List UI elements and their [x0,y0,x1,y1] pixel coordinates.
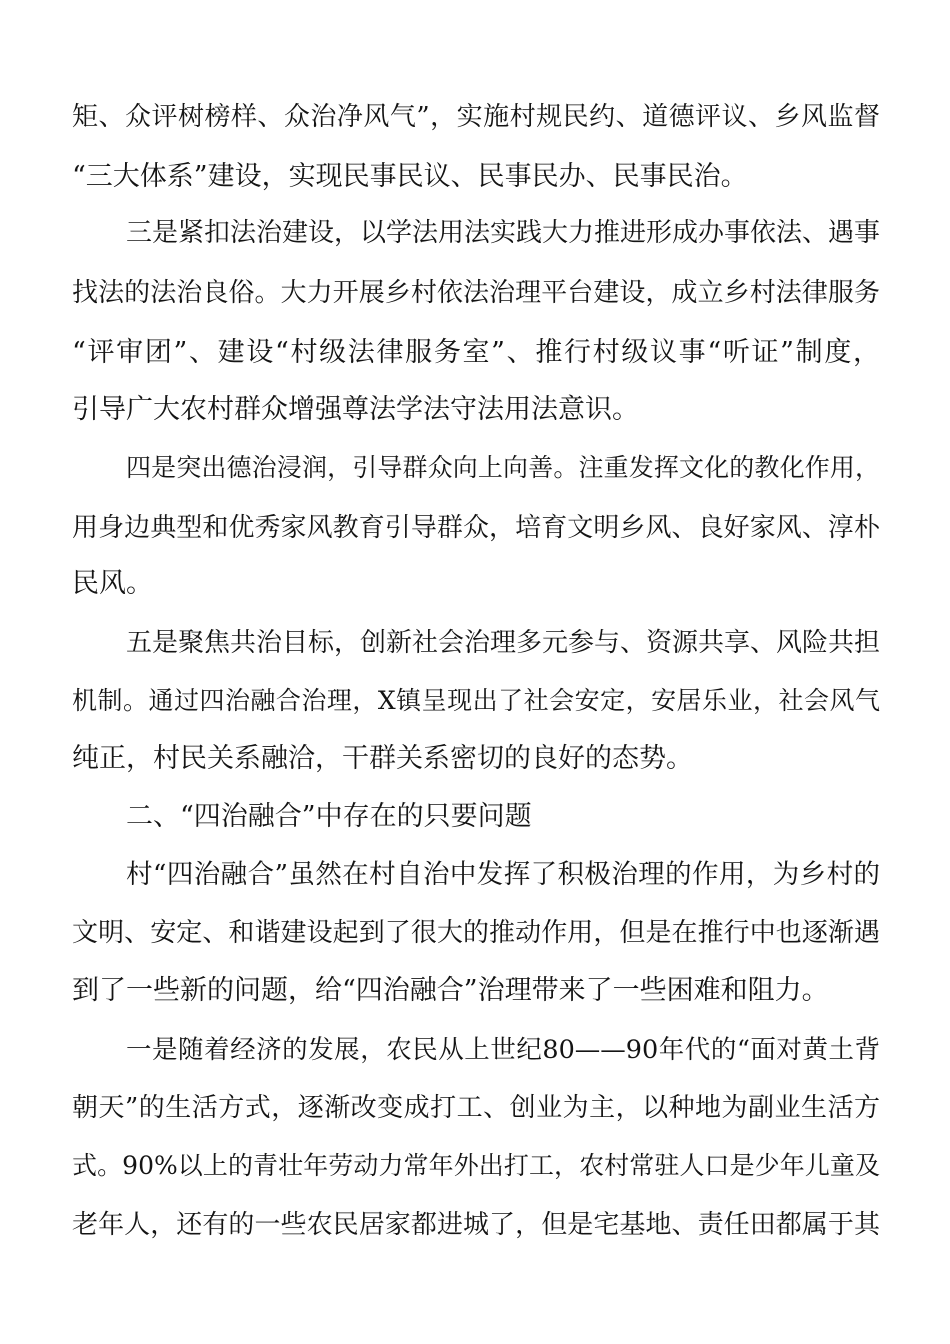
line-text: 四是突出德治浸润，引导群众向上向善。注重发挥文化的教化作用， [126,453,880,482]
section-heading [0,797,950,837]
line-text: 到了一些新的问题，给“四治融合”治理带来了一些困难和阻力。 [72,975,829,1006]
text-line [0,623,950,663]
text-line [0,855,950,895]
text-line [0,1088,950,1128]
text-line [0,1146,950,1186]
text-line [0,913,950,953]
line-text: 机制。通过四治融合治理，X镇呈现出了社会安定，安居乐业，社会风气 [72,686,880,715]
line-text: 矩、众评树榜样、众治净风气”，实施村规民约、道德评议、乡风监督 [72,102,880,132]
line-text: 找法的法治良俗。大力开展乡村依法治理平台建设，成立乡村法律服务 [72,278,880,308]
line-text: 朝天”的生活方式，逐渐改变成打工、创业为主，以种地为副业生活方 [72,1093,880,1123]
text-line [0,213,950,253]
text-line [0,1030,950,1070]
text-line [0,157,950,197]
text-line [0,390,950,430]
text-line [0,564,950,604]
line-text: 式。90%以上的青壮年劳动力常年外出打工，农村常驻人口是少年儿童及 [72,1151,880,1180]
line-text: “三大体系”建设，实现民事民议、民事民办、民事民治。 [72,161,748,192]
line-text: “评审团”、建设“村级法律服务室”、推行村级议事“听证”制度， [72,337,880,368]
text-line [0,97,950,137]
text-line [0,739,950,779]
line-text: 用身边典型和优秀家风教育引导群众，培育文明乡风、良好家风、淳朴 [72,513,880,543]
line-text: 五是聚焦共治目标，创新社会治理多元参与、资源共享、风险共担 [126,628,881,658]
text-line [0,681,950,721]
text-line [0,971,950,1011]
text-line [0,333,950,373]
text-line [0,1205,950,1245]
line-text: 民风。 [72,568,153,599]
text-line [0,448,950,488]
line-text: 村“四治融合”虽然在村自治中发挥了积极治理的作用，为乡村的 [126,859,880,890]
section-heading-text: 二、“四治融合”中存在的只要问题 [126,801,532,832]
line-text: 文明、安定、和谐建设起到了很大的推动作用，但是在推行中也逐渐遇 [72,918,880,948]
line-text: 纯正，村民关系融洽，干群关系密切的良好的态势。 [72,743,693,774]
line-text: 一是随着经济的发展，农民从上世纪80——90年代的“面对黄土背 [126,1035,880,1065]
line-text: 三是紧扣法治建设，以学法用法实践大力推进形成办事依法、遇事 [126,218,881,248]
line-text: 引导广大农村群众增强尊法学法守法用法意识。 [72,394,639,425]
text-line [0,273,950,313]
line-text: 老年人，还有的一些农民居家都进城了，但是宅基地、责任田都属于其 [72,1210,880,1240]
text-line [0,508,950,548]
